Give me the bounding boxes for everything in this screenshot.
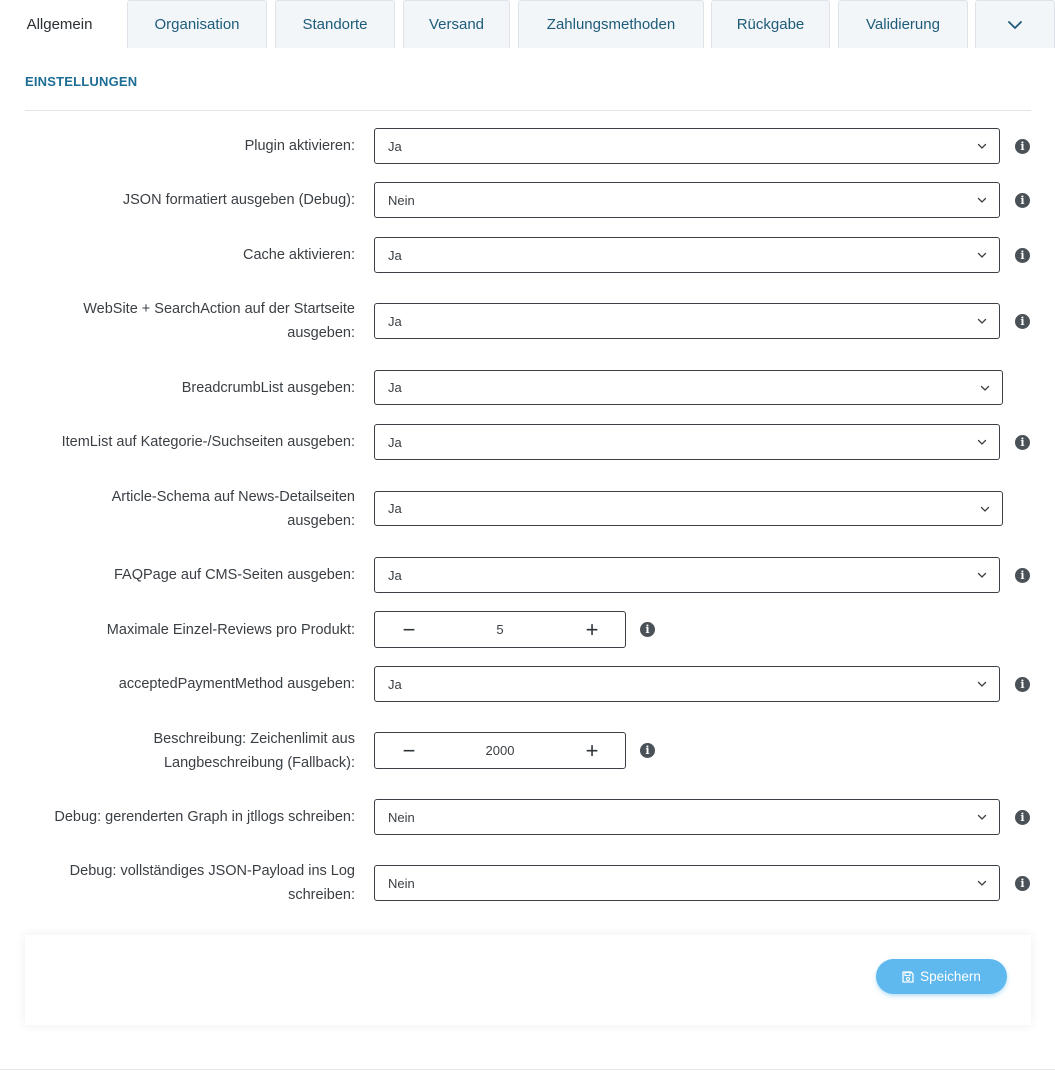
setting-select[interactable] — [374, 182, 1000, 218]
setting-label-line: Langbeschreibung (Fallback): — [163, 754, 355, 771]
stepper-increment-button[interactable]: + — [585, 737, 599, 763]
select-value: Nein — [388, 809, 415, 825]
setting-label-line: FAQPage auf CMS-Seiten ausgeben: — [113, 567, 355, 583]
chevron-down-icon — [977, 141, 987, 151]
chevron-down-icon — [977, 195, 987, 205]
setting-label — [15, 243, 355, 267]
chevron-down-icon — [977, 878, 987, 888]
save-button-label: Speichern — [920, 969, 981, 984]
setting-label — [15, 727, 355, 775]
tab-bar — [0, 0, 1055, 48]
info-icon[interactable]: i — [640, 622, 655, 637]
setting-label-line: ItemList auf Kategorie-/Suchseiten ausgeben: — [61, 434, 355, 450]
setting-label — [15, 563, 355, 587]
stepper-input[interactable]: 2000 — [485, 743, 515, 758]
select-value: Ja — [388, 434, 402, 450]
setting-label — [15, 134, 355, 158]
stepper-decrement-button[interactable]: − — [402, 737, 416, 763]
setting-select[interactable] — [374, 370, 1003, 405]
bottom-divider — [0, 1069, 1055, 1070]
info-icon[interactable]: i — [1015, 876, 1030, 891]
tab-allgemein[interactable]: Allgemein — [0, 0, 119, 48]
setting-label-line: schreiben: — [288, 887, 355, 903]
stepper-decrement-button[interactable]: − — [402, 616, 416, 642]
setting-label-line: Plugin aktivieren: — [244, 138, 355, 154]
setting-label-line: Article-Schema auf News-Detailseiten — [111, 488, 355, 505]
setting-select[interactable] — [374, 491, 1003, 526]
tab-rueckgabe[interactable]: Rückgabe — [711, 0, 830, 48]
setting-select[interactable] — [374, 128, 1000, 164]
info-icon[interactable]: i — [1015, 193, 1030, 208]
setting-label-line: Debug: gerenderten Graph in jtllogs schreiben: — [54, 809, 355, 825]
chevron-down-icon — [977, 250, 987, 260]
setting-select[interactable] — [374, 666, 1000, 702]
setting-label-line: Beschreibung: Zeichenlimit aus — [153, 730, 355, 747]
setting-label-line: Maximale Einzel-Reviews pro Produkt: — [106, 621, 355, 638]
setting-label — [15, 485, 355, 533]
setting-select[interactable] — [374, 799, 1000, 835]
chevron-down-icon — [980, 383, 990, 393]
save-button[interactable] — [876, 959, 1007, 994]
section-title: EINSTELLUNGEN — [25, 74, 138, 89]
setting-label-line: acceptedPaymentMethod ausgeben: — [118, 676, 355, 692]
setting-select[interactable] — [374, 557, 1000, 593]
info-icon[interactable]: i — [1015, 314, 1030, 329]
setting-label — [15, 618, 355, 642]
select-value: Ja — [388, 567, 402, 583]
stepper-input[interactable]: 5 — [496, 622, 504, 637]
setting-label-line: Cache aktivieren: — [242, 247, 355, 263]
chevron-down-icon — [980, 504, 990, 514]
tab-versand[interactable]: Versand — [403, 0, 510, 48]
select-value: Nein — [388, 192, 415, 208]
setting-stepper — [374, 732, 626, 769]
setting-label — [15, 297, 355, 345]
tab-standorte[interactable]: Standorte — [275, 0, 395, 48]
setting-label — [15, 430, 355, 454]
floppy-disk-icon — [902, 971, 914, 983]
info-icon[interactable]: i — [1015, 810, 1030, 825]
chevron-down-icon — [977, 679, 987, 689]
chevron-down-icon — [1006, 16, 1024, 34]
tab-zahlungsmethoden[interactable]: Zahlungsmethoden — [518, 0, 704, 48]
setting-stepper — [374, 611, 626, 648]
setting-select[interactable] — [374, 237, 1000, 273]
select-value: Ja — [388, 501, 402, 516]
setting-label — [15, 672, 355, 696]
setting-label-line: BreadcrumbList ausgeben: — [181, 379, 355, 396]
setting-label-line: ausgeben: — [287, 512, 355, 529]
setting-label — [15, 376, 355, 400]
setting-label — [15, 805, 355, 829]
select-value: Ja — [388, 138, 402, 154]
tab-more-button[interactable] — [975, 0, 1055, 48]
chevron-down-icon — [977, 812, 987, 822]
stepper-increment-button[interactable]: + — [585, 616, 599, 642]
setting-label-line: Debug: vollständiges JSON-Payload ins Log — [69, 863, 355, 879]
select-value: Nein — [388, 875, 415, 891]
setting-label — [15, 188, 355, 212]
setting-select[interactable] — [374, 865, 1000, 901]
info-icon[interactable]: i — [1015, 248, 1030, 263]
info-icon[interactable]: i — [1015, 435, 1030, 450]
tab-organisation[interactable]: Organisation — [127, 0, 267, 48]
section-divider — [25, 110, 1031, 111]
select-value: Ja — [388, 676, 402, 692]
chevron-down-icon — [977, 570, 987, 580]
chevron-down-icon — [977, 437, 987, 447]
select-value: Ja — [388, 247, 402, 263]
select-value: Ja — [388, 313, 402, 329]
setting-label-line: JSON formatiert ausgeben (Debug): — [122, 192, 355, 208]
setting-label-line: WebSite + SearchAction auf der Startseite — [83, 301, 355, 317]
info-icon[interactable]: i — [1015, 139, 1030, 154]
setting-select[interactable] — [374, 303, 1000, 339]
info-icon[interactable]: i — [640, 743, 655, 758]
info-icon[interactable]: i — [1015, 677, 1030, 692]
info-icon[interactable]: i — [1015, 568, 1030, 583]
select-value: Ja — [388, 380, 402, 395]
chevron-down-icon — [977, 316, 987, 326]
tab-validierung[interactable]: Validierung — [838, 0, 968, 48]
setting-select[interactable] — [374, 424, 1000, 460]
setting-label — [15, 859, 355, 907]
setting-label-line: ausgeben: — [287, 325, 355, 341]
